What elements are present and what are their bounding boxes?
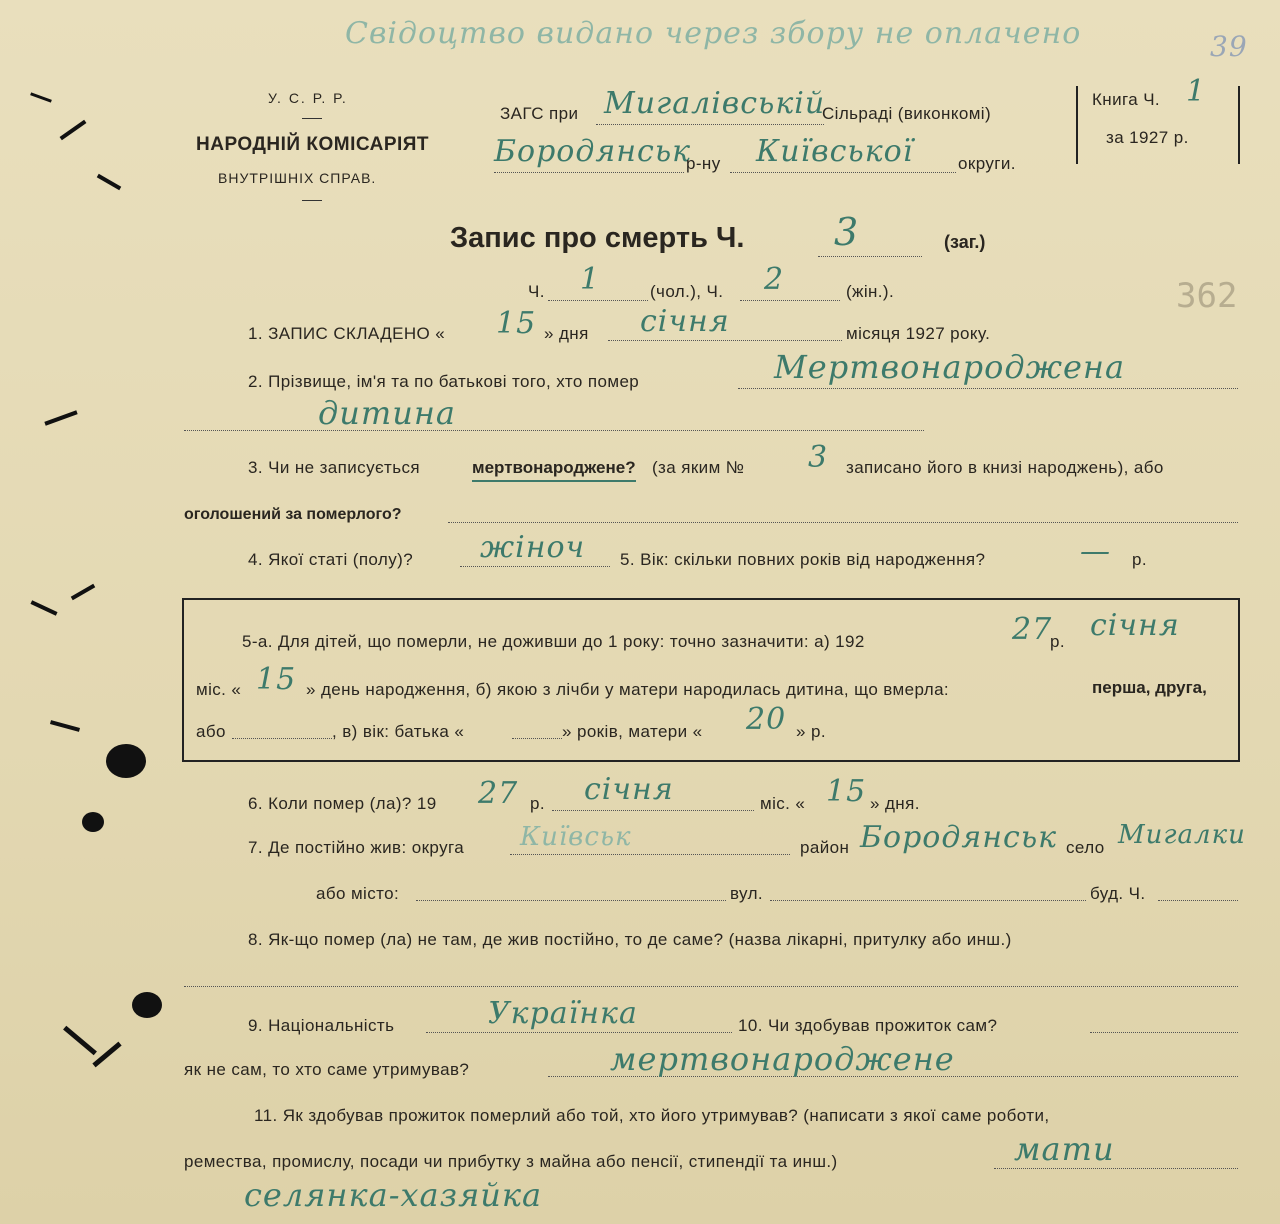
item6-day: 15 (826, 774, 867, 809)
item3-line2: оголошений за померлого? (184, 506, 402, 523)
book-number: 1 (1186, 74, 1207, 109)
book-year: за 1927 р. (1106, 128, 1189, 147)
item6-suffix: » дня. (870, 794, 920, 813)
field-line (232, 738, 332, 739)
item5a-r2: » р. (796, 722, 826, 741)
district-suffix: р-ну (686, 154, 721, 173)
field-line (510, 854, 790, 855)
binder-tear (30, 92, 52, 102)
field-line (770, 900, 1086, 901)
item11-line2: ремества, промислу, посади чи прибутку з майна або пенсії, стипендії та инш.) (184, 1152, 838, 1171)
item5a-year: 27 (1012, 612, 1053, 647)
item4-value: жіноч (480, 530, 586, 565)
item7-selo: село (1066, 838, 1105, 857)
item7-bud: буд. Ч. (1090, 884, 1146, 903)
okruha-suffix: округи. (958, 154, 1016, 173)
item4-label: 4. Якої статі (полу)? (248, 550, 414, 569)
item11-line1: 11. Як здобував прожиток померлий або той, хто його утримував? (написати з якої саме роботи, (254, 1106, 1050, 1125)
council-suffix: Сільраді (виконкомі) (822, 104, 992, 123)
commissariat-subtitle: ВНУТРІШНІХ СПРАВ. (218, 170, 377, 186)
field-line (184, 430, 924, 431)
item6-r: р. (530, 794, 545, 813)
field-line (1158, 900, 1238, 901)
item5-value: — (1080, 534, 1111, 569)
item7-label: 7. Де постійно жив: округа (248, 838, 465, 857)
item7-raion: район (800, 838, 850, 857)
item5-label: 5. Вік: скільки повних років від народження? (620, 550, 986, 569)
field-line (738, 388, 1238, 389)
binder-tear (63, 1026, 97, 1056)
item7-vul: вул. (730, 884, 764, 903)
female-label: (жін.). (846, 282, 895, 301)
item5a-line3: , в) вік: батька « (332, 722, 465, 741)
field-line (548, 300, 648, 301)
binder-tear (97, 174, 122, 190)
item3-label: 3. Чи не записується (248, 458, 420, 477)
item5a-abo: або (196, 722, 226, 741)
field-line (730, 172, 956, 173)
binder-tear (44, 410, 77, 425)
item3-suffix: записано його в книзі народжень), або (846, 458, 1164, 477)
item5a-years: » років, матери « (562, 722, 703, 741)
field-line (994, 1168, 1238, 1169)
top-note: Свідоцтво видано через збору не оплачено (345, 16, 1082, 51)
binder-tear (71, 584, 96, 600)
field-line (552, 810, 754, 811)
binder-hole (106, 744, 146, 778)
binder-hole (82, 812, 104, 832)
item11-value1: мати (1014, 1130, 1115, 1168)
item7-okruha: Київськ (520, 822, 632, 852)
commissariat-title: НАРОДНІЙ КОМІСАРІЯТ (196, 134, 430, 155)
binder-tear (92, 1042, 121, 1068)
item5a-options: перша, друга, (1092, 678, 1207, 697)
item5a-line1: 5-а. Для дітей, що померли, не доживши до 1 року: точно зазначити: а) 192 (242, 632, 865, 651)
item10-line2: як не сам, то хто саме утримував? (184, 1060, 470, 1079)
item1-month: січня (640, 304, 730, 339)
item11-value2: селянка-хазяйка (244, 1176, 543, 1214)
field-line (494, 172, 684, 173)
binder-hole (132, 992, 162, 1018)
binder-tear (50, 720, 80, 732)
field-line (460, 566, 610, 567)
record-title: Запис про смерть Ч. (450, 222, 745, 254)
male-label: (чол.), Ч. (650, 282, 724, 301)
header-dash (302, 118, 322, 119)
field-line (740, 300, 840, 301)
item2-value-line1: Мертвонароджена (774, 348, 1126, 386)
item1-day: 15 (496, 306, 537, 341)
item5a-day: 15 (256, 662, 297, 697)
item1-label: 1. ЗАПИС СКЛАДЕНО « (248, 324, 446, 343)
field-line (184, 986, 1238, 987)
district-value: Бородянськ (494, 134, 692, 169)
corner-number: 39 (1210, 30, 1248, 63)
male-number: 1 (580, 262, 601, 297)
item3-mid: (за яким № (652, 458, 745, 477)
item3-bold: мертвонароджене? (472, 458, 636, 482)
item5a-month: січня (1090, 608, 1180, 643)
item5a-mis: міс. « (196, 680, 242, 699)
okruha-value: Київської (756, 134, 914, 169)
item2-label: 2. Прізвище, ім'я та по батькові того, хто помер (248, 372, 640, 391)
item10-value: мертвонароджене (610, 1040, 955, 1078)
item1-suffix: місяця 1927 року. (846, 324, 991, 343)
item8-label: 8. Як-що помер (ла) не там, де жив постійно, то де саме? (назва лікарні, притулку або инш.) (248, 930, 1012, 949)
field-line (596, 124, 824, 125)
field-line (448, 522, 1238, 523)
record-suffix: (заг.) (944, 232, 986, 252)
item5a-mother-age: 20 (746, 702, 787, 737)
field-line (426, 1032, 732, 1033)
item2-value-line2: дитина (318, 394, 456, 432)
item7-misto: або місто: (316, 884, 400, 903)
item7-selo-value: Мигалки (1118, 820, 1246, 850)
item3-number: 3 (808, 440, 829, 475)
village-council-value: Мигалівській (604, 86, 826, 121)
field-line (1090, 1032, 1238, 1033)
binder-tear (30, 600, 57, 615)
item5a-r: р. (1050, 632, 1065, 651)
item10-label: 10. Чи здобував прожиток сам? (738, 1016, 998, 1035)
item6-mis: міс. « (760, 794, 806, 813)
book-label: Книга Ч. (1092, 90, 1161, 109)
zags-prefix: ЗАГС при (500, 104, 579, 123)
item9-value: Українка (488, 996, 638, 1031)
field-line (608, 340, 842, 341)
field-line (818, 256, 922, 257)
male-prefix: Ч. (528, 282, 545, 301)
item9-label: 9. Національність (248, 1016, 395, 1035)
item1-mid: » дня (544, 324, 589, 343)
item5a-line2: » день народження, б) якою з лічби у матери народилась дитина, що вмерла: (306, 680, 950, 699)
item5-suffix: р. (1132, 550, 1147, 569)
field-line (512, 738, 562, 739)
item6-month: січня (584, 772, 674, 807)
female-number: 2 (764, 262, 785, 297)
item7-raion-value: Бородянськ (860, 820, 1058, 855)
binder-tear (60, 120, 87, 140)
item6-year: 27 (478, 776, 519, 811)
state-label: У. С. Р. Р. (268, 90, 348, 106)
item6-label: 6. Коли помер (ла)? 19 (248, 794, 437, 813)
stamp-number: 362 (1176, 276, 1238, 316)
header-dash (302, 200, 322, 201)
record-number: 3 (834, 210, 860, 254)
field-line (416, 900, 726, 901)
